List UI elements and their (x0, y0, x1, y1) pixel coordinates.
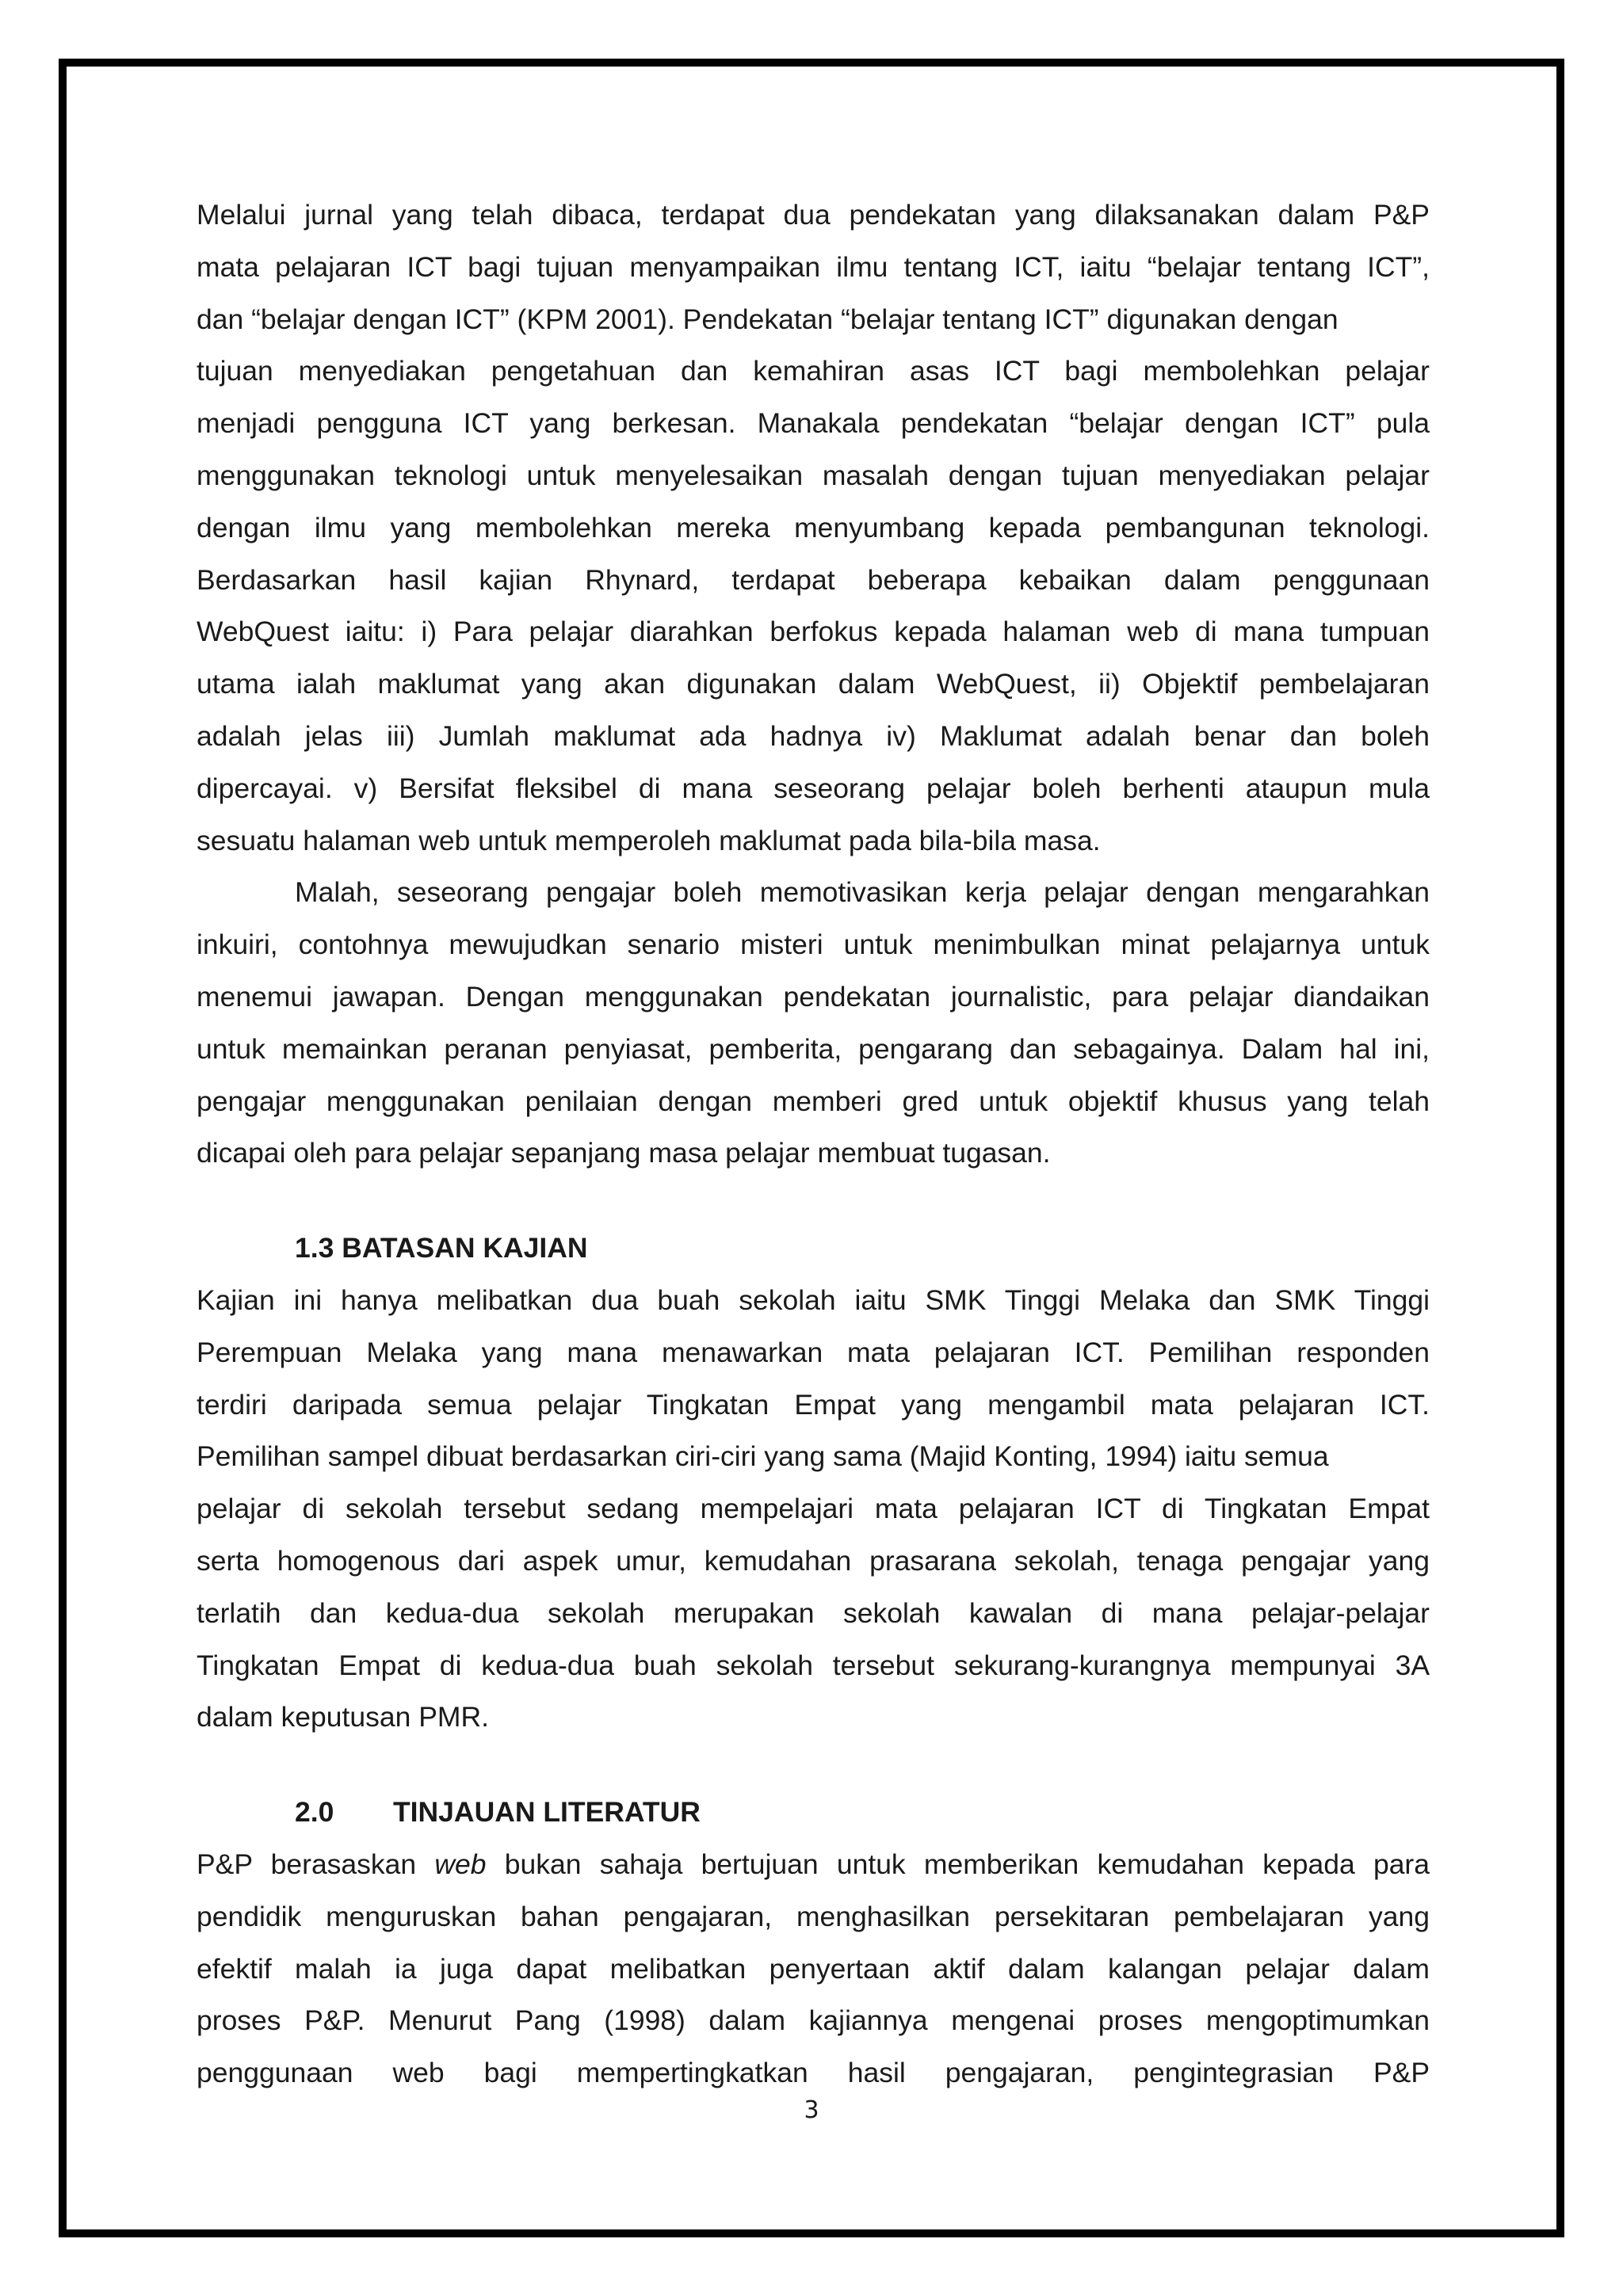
text-line: inkuiri, contohnya mewujudkan senario misteri untuk menimbulkan minat pelajarnya untuk (197, 929, 1430, 961)
section-tinjauan-literatur (197, 1786, 1430, 2099)
text-line: tujuan menyediakan pengetahuan dan kemahiran asas ICT bagi membolehkan pelajar (197, 355, 1430, 387)
page-number: 3 (804, 2096, 819, 2124)
text-line: Malah, seseorang pengajar boleh memotivasikan kerja pelajar dengan mengarahkan (295, 876, 1430, 909)
section-batasan-kajian (197, 1222, 1430, 1743)
text-line: pelajar di sekolah tersebut sedang mempelajari mata pelajaran ICT di Tingkatan Empat (197, 1493, 1430, 1525)
section-number: 2.0 (295, 1796, 334, 1829)
spacer (197, 1179, 1430, 1222)
text-line: dipercayai. v) Bersifat fleksibel di mana seseorang pelajar boleh berhenti ataupun mula (197, 772, 1430, 804)
text-line: untuk memainkan peranan penyiasat, pemberita, pengarang dan sebagainya. Dalam hal ini, (197, 1032, 1430, 1065)
text-fragment: P&P berasaskan (197, 1848, 435, 1880)
section-title: TINJAUAN LITERATUR (393, 1796, 701, 1829)
text-line: Melalui jurnal yang telah dibaca, terdapat dua pendekatan yang dilaksanakan dalam P&P (197, 199, 1430, 231)
paragraph-intro (197, 189, 1430, 866)
text-line: penggunaan web bagi mempertingkatkan hasil pengajaran, pengintegrasian P&P (197, 2057, 1430, 2089)
text-line: pengajar menggunakan penilaian dengan memberi gred untuk objektif khusus yang telah (197, 1085, 1430, 1117)
text-line: menggunakan teknologi untuk menyelesaikan masalah dengan tujuan menyediakan pelajar (197, 459, 1430, 491)
text-line: dalam keputusan PMR. (197, 1701, 489, 1733)
text-fragment: bukan sahaja bertujuan untuk memberikan kemudahan kepada para (486, 1848, 1430, 1880)
text-line: menjadi pengguna ICT yang berkesan. Manakala pendekatan “belajar dengan ICT” pula (197, 407, 1430, 440)
section-heading: 1.3 BATASAN KAJIAN (295, 1232, 588, 1264)
document-body (197, 189, 1430, 2099)
text-line: dicapai oleh para pelajar sepanjang masa pelajar membuat tugasan. (197, 1137, 1051, 1169)
text-line: Perempuan Melaka yang mana menawarkan mata pelajaran ICT. Pemilihan responden (197, 1336, 1430, 1368)
section-heading (197, 1786, 1430, 1838)
text-line: terdiri daripada semua pelajar Tingkatan Empat yang mengambil mata pelajaran ICT. (197, 1388, 1430, 1421)
text-line: dan “belajar dengan ICT” (KPM 2001). Pendekatan “belajar tentang ICT” digunakan dengan (197, 303, 1338, 335)
text-line: dengan ilmu yang membolehkan mereka menyumbang kepada pembangunan teknologi. (197, 511, 1430, 543)
text-line: terlatih dan kedua-dua sekolah merupakan sekolah kawalan di mana pelajar-pelajar (197, 1596, 1430, 1629)
text-line: Berdasarkan hasil kajian Rhynard, terdapat beberapa kebaikan dalam penggunaan (197, 563, 1430, 596)
emphasis-web: web (434, 1848, 487, 1880)
paragraph-malah (197, 866, 1430, 1179)
text-line (197, 1838, 1430, 1890)
text-line: Kajian ini hanya melibatkan dua buah sekolah iaitu SMK Tinggi Melaka dan SMK Tinggi (197, 1283, 1430, 1316)
spacer (197, 1743, 1430, 1786)
text-line: serta homogenous dari aspek umur, kemudahan prasarana sekolah, tenaga pengajar yang (197, 1544, 1430, 1577)
text-line: utama ialah maklumat yang akan digunakan dalam WebQuest, ii) Objektif pembelajaran (197, 668, 1430, 700)
text-line: pendidik menguruskan bahan pengajaran, menghasilkan persekitaran pembelajaran yang (197, 1900, 1430, 1932)
text-line: efektif malah ia juga dapat melibatkan penyertaan aktif dalam kalangan pelajar dalam (197, 1952, 1430, 1985)
text-line: mata pelajaran ICT bagi tujuan menyampaikan ilmu tentang ICT, iaitu “belajar tentang ICT”, (197, 250, 1430, 283)
text-line: WebQuest iaitu: i) Para pelajar diarahkan berfokus kepada halaman web di mana tumpuan (197, 616, 1430, 648)
text-line: menemui jawapan. Dengan menggunakan pendekatan journalistic, para pelajar diandaikan (197, 980, 1430, 1013)
text-line: Tingkatan Empat di kedua-dua buah sekolah tersebut sekurang-kurangnya mempunyai 3A (197, 1649, 1430, 1681)
text-line: sesuatu halaman web untuk memperoleh maklumat pada bila-bila masa. (197, 824, 1101, 856)
text-line: Pemilihan sampel dibuat berdasarkan ciri-ciri yang sama (Majid Konting, 1994) iaitu semua (197, 1440, 1329, 1473)
text-line: proses P&P. Menurut Pang (1998) dalam kajiannya mengenai proses mengoptimumkan (197, 2004, 1430, 2037)
text-line: adalah jelas iii) Jumlah maklumat ada hadnya iv) Maklumat adalah benar dan boleh (197, 719, 1430, 752)
